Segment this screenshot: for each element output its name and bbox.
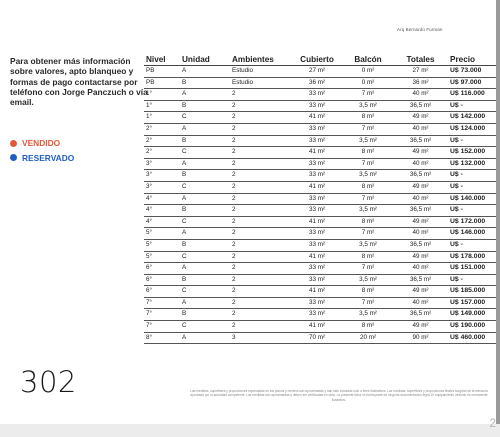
table-row [144,274,496,286]
table-row [144,239,496,251]
cell-unidad: B [180,77,230,89]
cell-precio: U$ 132.000 [448,158,496,170]
page-edge-shadow [496,0,500,437]
cell-unidad: A [180,89,230,101]
cell-balcon: 8 m² [343,216,393,228]
table-row [144,170,496,182]
cell-precio: U$ 146.000 [448,228,496,240]
cell-nivel: 6° [144,286,180,298]
cell-nivel: PB [144,77,180,89]
cell-unidad: A [180,332,230,344]
table-row [144,321,496,333]
cell-ambientes: 2 [230,112,291,124]
cell-precio: U$ 152.000 [448,147,496,159]
cell-unidad: C [180,286,230,298]
table-row [144,89,496,101]
cell-unidad: C [180,147,230,159]
cell-totales: 36,5 m² [393,100,448,112]
col-header-precio: Precio [448,54,496,66]
cell-balcon: 3,5 m² [343,170,393,182]
cell-ambientes: 2 [230,158,291,170]
cell-totales: 40 m² [393,297,448,309]
cell-nivel: 5° [144,239,180,251]
table-header-row [144,54,496,66]
cell-totales: 49 m² [393,112,448,124]
table-row [144,251,496,263]
cell-nivel: 5° [144,228,180,240]
cell-cubierto: 33 m² [291,239,343,251]
legend-item-reserved [10,151,74,166]
table-row [144,332,496,344]
contact-info-text: Para obtener más información sobre valores, apto blanqueo y formas de pago contactarse por teléfono con Jorge Panczuch o vía email. [10,56,148,108]
cell-ambientes: 2 [230,89,291,101]
table-row [144,286,496,298]
cell-balcon: 8 m² [343,321,393,333]
cell-nivel: 2° [144,123,180,135]
cell-balcon: 8 m² [343,181,393,193]
page-number: 2 [489,416,496,430]
cell-precio: U$ 172.000 [448,216,496,228]
cell-ambientes: 2 [230,147,291,159]
cell-nivel: 4° [144,205,180,217]
cell-unidad: B [180,100,230,112]
cell-cubierto: 27 m² [291,66,343,78]
cell-precio: U$ 157.000 [448,297,496,309]
cell-balcon: 0 m² [343,77,393,89]
cell-precio: U$ - [448,181,496,193]
table-row [144,135,496,147]
cell-totales: 40 m² [393,193,448,205]
cell-unidad: A [180,123,230,135]
cell-totales: 36,5 m² [393,309,448,321]
cell-unidad: B [180,309,230,321]
cell-balcon: 20 m² [343,332,393,344]
cell-cubierto: 70 m² [291,332,343,344]
cell-ambientes: 2 [230,251,291,263]
cell-nivel: 6° [144,274,180,286]
table-row [144,123,496,135]
cell-totales: 40 m² [393,123,448,135]
cell-totales: 49 m² [393,147,448,159]
cell-ambientes: 2 [230,216,291,228]
cell-nivel: 1° [144,100,180,112]
cell-ambientes: 2 [230,193,291,205]
cell-totales: 49 m² [393,321,448,333]
cell-ambientes: 2 [230,309,291,321]
cell-totales: 49 m² [393,286,448,298]
cell-unidad: B [180,170,230,182]
cell-nivel: 1° [144,112,180,124]
cell-totales: 40 m² [393,158,448,170]
table-row [144,205,496,217]
cell-ambientes: 2 [230,135,291,147]
cell-cubierto: 33 m² [291,263,343,275]
cell-nivel: 2° [144,135,180,147]
table-row [144,193,496,205]
cell-nivel: 2° [144,147,180,159]
cell-precio: U$ 178.000 [448,251,496,263]
cell-balcon: 8 m² [343,251,393,263]
col-header-cubierto: Cubierto [291,54,343,66]
table-row [144,66,496,78]
cell-balcon: 7 m² [343,123,393,135]
cell-cubierto: 33 m² [291,100,343,112]
cell-ambientes: 2 [230,239,291,251]
cell-nivel: 4° [144,216,180,228]
cell-nivel: 3° [144,158,180,170]
cell-unidad: C [180,181,230,193]
cell-precio: U$ 190.000 [448,321,496,333]
cell-ambientes: 2 [230,100,291,112]
cell-totales: 40 m² [393,89,448,101]
col-header-totales: Totales [393,54,448,66]
cell-precio: U$ 460.000 [448,332,496,344]
table-row [144,77,496,89]
cell-ambientes: 2 [230,170,291,182]
logo-302 [20,366,78,396]
price-table [144,54,496,344]
cell-ambientes: Estudio [230,77,291,89]
cell-precio: U$ 142.000 [448,112,496,124]
cell-balcon: 3,5 m² [343,100,393,112]
cell-totales: 36,5 m² [393,205,448,217]
cell-balcon: 8 m² [343,147,393,159]
table-row [144,228,496,240]
cell-ambientes: 3 [230,332,291,344]
page-bottom-strip [0,424,500,437]
cell-unidad: C [180,251,230,263]
cell-totales: 36,5 m² [393,274,448,286]
cell-balcon: 8 m² [343,286,393,298]
cell-cubierto: 33 m² [291,309,343,321]
cell-cubierto: 33 m² [291,123,343,135]
cell-cubierto: 41 m² [291,251,343,263]
cell-unidad: B [180,239,230,251]
cell-totales: 40 m² [393,263,448,275]
cell-unidad: B [180,205,230,217]
cell-unidad: A [180,228,230,240]
table-row [144,309,496,321]
table-row [144,263,496,275]
cell-ambientes: 2 [230,286,291,298]
cell-totales: 36,5 m² [393,239,448,251]
cell-nivel: PB [144,66,180,78]
cell-unidad: A [180,66,230,78]
table-row [144,147,496,159]
cell-unidad: A [180,297,230,309]
cell-balcon: 7 m² [343,263,393,275]
cell-cubierto: 36 m² [291,77,343,89]
cell-cubierto: 33 m² [291,228,343,240]
cell-nivel: 7° [144,309,180,321]
cell-totales: 40 m² [393,228,448,240]
cell-cubierto: 33 m² [291,297,343,309]
cell-nivel: 5° [144,251,180,263]
cell-balcon: 8 m² [343,112,393,124]
cell-balcon: 3,5 m² [343,309,393,321]
cell-precio: U$ 151.000 [448,263,496,275]
architect-credit: Arq Bernardo Furman [397,27,443,32]
cell-precio: U$ - [448,135,496,147]
table-row [144,181,496,193]
cell-unidad: A [180,158,230,170]
cell-balcon: 7 m² [343,89,393,101]
cell-ambientes: 2 [230,205,291,217]
cell-balcon: 7 m² [343,228,393,240]
col-header-unidad: Unidad [180,54,230,66]
cell-ambientes: 2 [230,274,291,286]
cell-nivel: 7° [144,321,180,333]
cell-cubierto: 33 m² [291,89,343,101]
cell-precio: U$ 73.000 [448,66,496,78]
logo-text: 302 [20,366,77,396]
table-row [144,158,496,170]
cell-precio: U$ - [448,170,496,182]
cell-ambientes: 2 [230,297,291,309]
cell-ambientes: 2 [230,263,291,275]
cell-balcon: 3,5 m² [343,274,393,286]
cell-nivel: 3° [144,181,180,193]
legal-footnote: Las medidas, superficies y proporciones expresadas en los planos y renders son aproximadas y han sido volcadas solo a fines ilustrativos. Las medidas, superficies y proporciones finales surgirán de la mensura aprobada por la autoridad competente. Las medidas son aproximadas y deben ser verificadas en obra. La presente ficha no forma parte de ninguna documentación legal. El equipamiento ofrecido es meramente ilustrativo. [190,389,488,402]
cell-ambientes: 2 [230,321,291,333]
table-row [144,100,496,112]
cell-balcon: 7 m² [343,297,393,309]
cell-unidad: A [180,193,230,205]
col-header-ambientes: Ambientes [230,54,291,66]
cell-ambientes: Estudio [230,66,291,78]
status-legend [10,136,74,165]
cell-balcon: 7 m² [343,193,393,205]
cell-ambientes: 2 [230,228,291,240]
cell-nivel: 4° [144,193,180,205]
table-row [144,112,496,124]
cell-cubierto: 33 m² [291,193,343,205]
cell-cubierto: 33 m² [291,274,343,286]
cell-balcon: 7 m² [343,158,393,170]
cell-cubierto: 41 m² [291,112,343,124]
cell-precio: U$ 140.000 [448,193,496,205]
cell-cubierto: 33 m² [291,135,343,147]
cell-totales: 36,5 m² [393,170,448,182]
cell-totales: 49 m² [393,181,448,193]
table-row [144,216,496,228]
legend-label-reserved: RESERVADO [22,152,75,163]
cell-totales: 49 m² [393,216,448,228]
cell-precio: U$ - [448,239,496,251]
cell-nivel: 3° [144,170,180,182]
legend-item-sold [10,136,74,151]
cell-cubierto: 41 m² [291,147,343,159]
col-header-nivel: Nivel [144,54,180,66]
cell-precio: U$ - [448,274,496,286]
reserved-dot-icon [10,154,17,161]
cell-cubierto: 33 m² [291,158,343,170]
cell-nivel: 7° [144,297,180,309]
cell-precio: U$ 124.000 [448,123,496,135]
cell-cubierto: 41 m² [291,181,343,193]
cell-unidad: C [180,321,230,333]
cell-balcon: 0 m² [343,66,393,78]
cell-nivel: 1° [144,89,180,101]
cell-cubierto: 33 m² [291,205,343,217]
cell-unidad: A [180,263,230,275]
cell-precio: U$ 97.000 [448,77,496,89]
cell-totales: 27 m² [393,66,448,78]
cell-ambientes: 2 [230,181,291,193]
cell-balcon: 3,5 m² [343,135,393,147]
cell-precio: U$ 185.000 [448,286,496,298]
legend-label-sold: VENDIDO [22,138,61,149]
cell-cubierto: 41 m² [291,216,343,228]
cell-totales: 36 m² [393,77,448,89]
cell-unidad: B [180,274,230,286]
cell-totales: 90 m² [393,332,448,344]
cell-unidad: C [180,112,230,124]
cell-precio: U$ 149.000 [448,309,496,321]
cell-totales: 49 m² [393,251,448,263]
cell-nivel: 8° [144,332,180,344]
cell-totales: 36,5 m² [393,135,448,147]
sold-dot-icon [10,140,17,147]
cell-precio: U$ - [448,205,496,217]
cell-balcon: 3,5 m² [343,239,393,251]
cell-unidad: B [180,135,230,147]
cell-unidad: C [180,216,230,228]
cell-balcon: 3,5 m² [343,205,393,217]
table-body [144,66,496,344]
cell-cubierto: 41 m² [291,321,343,333]
table-row [144,297,496,309]
cell-nivel: 6° [144,263,180,275]
col-header-balcon: Balcón [343,54,393,66]
cell-cubierto: 33 m² [291,170,343,182]
cell-cubierto: 41 m² [291,286,343,298]
cell-precio: U$ - [448,100,496,112]
cell-ambientes: 2 [230,123,291,135]
cell-precio: U$ 116.000 [448,89,496,101]
